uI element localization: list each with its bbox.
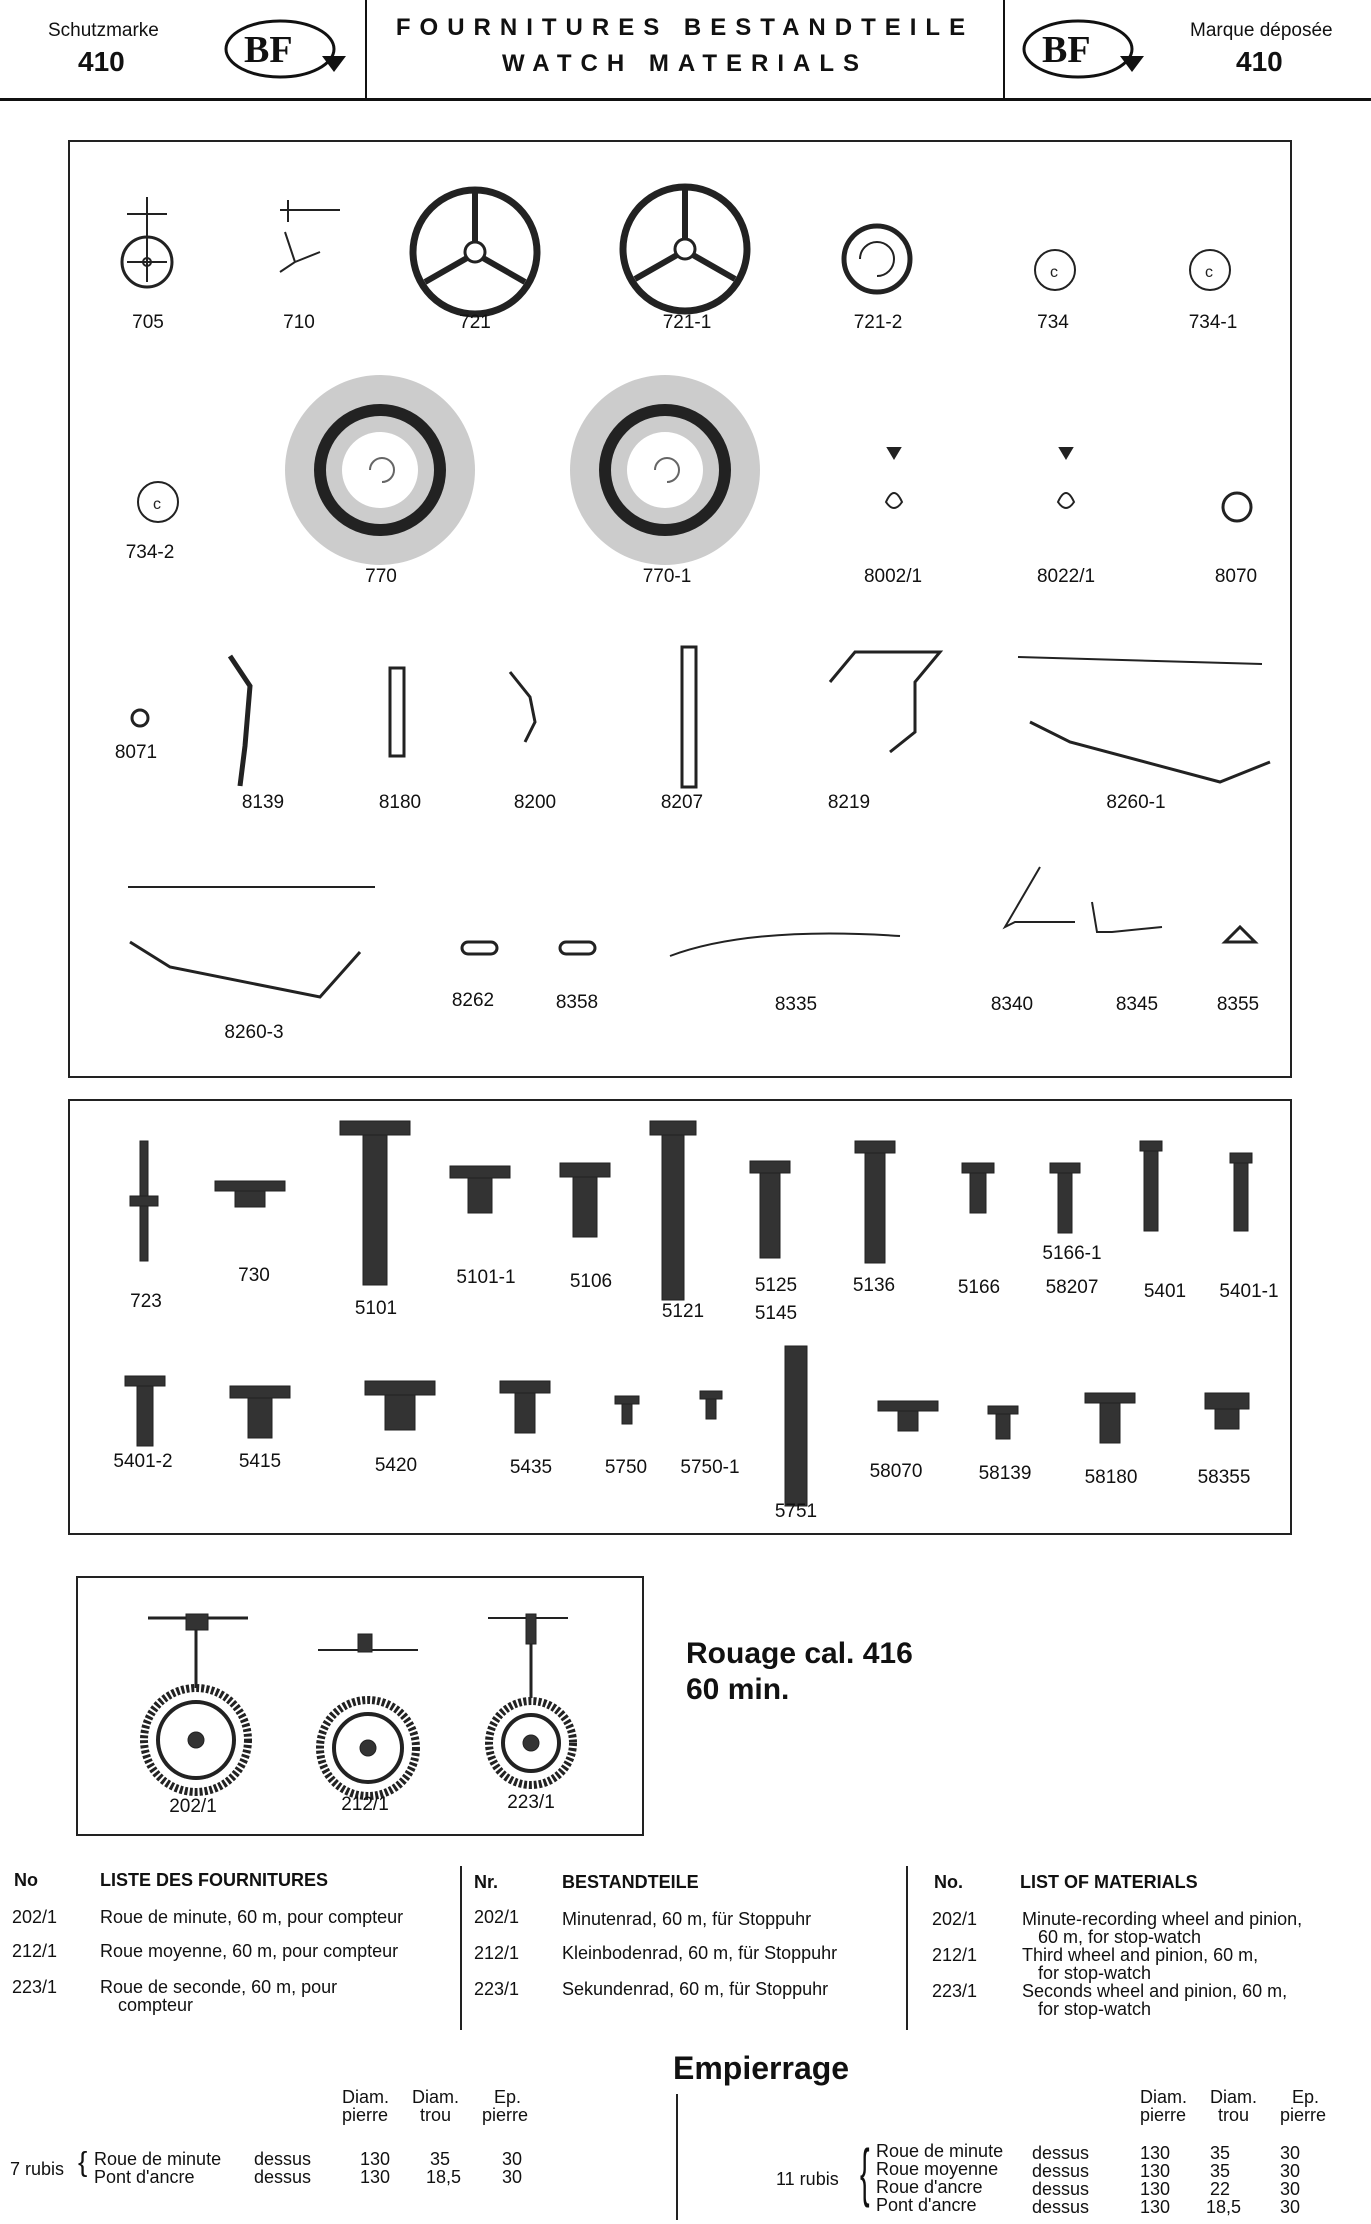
col1-header-no: No: [14, 1870, 38, 1890]
parts-panel-wheel-train: [76, 1576, 644, 1836]
col1-header-title: LISTE DES FOURNITURES: [100, 1870, 329, 1890]
jewel-row-dt: 22: [1210, 2179, 1231, 2199]
part-label: 5401: [1143, 1281, 1187, 1302]
jewel-row-dp: 130: [1140, 2179, 1171, 2199]
part-label: 5121: [661, 1301, 705, 1322]
jewel-row-name: Roue d'ancre: [876, 2177, 983, 2197]
header-thickness: pierre: [1280, 2105, 1327, 2125]
parts-panel-springs-levers: [68, 140, 1292, 1078]
table-row-text: 60 m, for stop-watch: [1038, 1927, 1202, 1947]
part-label: 5101: [354, 1298, 398, 1319]
part-label: 5166: [957, 1277, 1001, 1298]
jewel-row-ep: 30: [1280, 2161, 1301, 2181]
wheel-train-subtitle: 60 min.: [686, 1673, 790, 1706]
jewel-row-dt: 35: [1210, 2161, 1231, 2181]
brace: {: [78, 2146, 88, 2177]
part-label: 710: [283, 312, 315, 333]
jewel-row-name: Roue de minute: [876, 2141, 1004, 2161]
table-row-text: Roue de minute, 60 m, pour compteur: [100, 1907, 404, 1927]
header-thickness: pierre: [482, 2105, 529, 2125]
table-row-no: 223/1: [932, 1981, 978, 2001]
table-row-text: Roue moyenne, 60 m, pour compteur: [100, 1941, 399, 1961]
header-diam-hole: trou: [420, 2105, 452, 2125]
jewel-row-dp: 130: [1140, 2161, 1171, 2181]
part-label: 212/1: [341, 1794, 389, 1815]
svg-text:BF: BF: [1042, 29, 1091, 71]
header-diam-hole: Diam.: [412, 2087, 460, 2107]
jewel-row-ep: 30: [1280, 2143, 1301, 2163]
col3-header-title: LIST OF MATERIALS: [1020, 1872, 1198, 1892]
jewel-row-ep: 30: [502, 2149, 523, 2169]
table-row-no: 202/1: [12, 1907, 58, 1927]
part-label: 223/1: [507, 1792, 555, 1813]
jewel-row-dp: 130: [1140, 2143, 1171, 2163]
table-row-text: Minute-recording wheel and pinion,: [1022, 1909, 1303, 1929]
table-row-text: for stop-watch: [1038, 1963, 1152, 1983]
part-label: 8002/1: [863, 566, 923, 587]
part-label: 8070: [1214, 566, 1258, 587]
part-label: 5420: [374, 1455, 418, 1476]
bf-logo-left: [222, 14, 352, 84]
part-label: 5101-1: [456, 1267, 516, 1288]
table-row-text: Kleinbodenrad, 60 m, für Stoppuhr: [562, 1943, 838, 1963]
part-label: 8200: [513, 792, 557, 813]
part-label: 5125: [754, 1275, 798, 1296]
part-label: 5750-1: [680, 1457, 740, 1478]
part-label: 58355: [1197, 1467, 1251, 1488]
jewel-row-ep: 30: [1280, 2197, 1301, 2217]
jewel-row-pos: dessus: [254, 2149, 312, 2169]
part-label: 5750: [604, 1457, 648, 1478]
part-label: 734: [1037, 312, 1069, 333]
page-number-right: 410: [1236, 46, 1283, 77]
col3-header-no: No.: [934, 1872, 963, 1892]
header-diam-stone: pierre: [342, 2105, 389, 2125]
part-label: 8139: [241, 792, 285, 813]
part-label: 770: [365, 566, 397, 587]
table-row-no: 202/1: [474, 1907, 520, 1927]
part-label: 5166-1: [1042, 1243, 1102, 1264]
jewel-row-dt: 35: [430, 2149, 451, 2169]
part-label: 770-1: [642, 566, 692, 587]
jewel-count: 11 rubis: [776, 2169, 839, 2189]
part-label: 8262: [451, 990, 495, 1011]
svg-text:c: c: [153, 496, 161, 513]
part-label: 5435: [509, 1457, 553, 1478]
part-label: 730: [238, 1265, 270, 1286]
header-diam-hole: trou: [1218, 2105, 1250, 2125]
jewelling-title: Empierrage: [673, 2050, 850, 2086]
jewel-row-pos: dessus: [1032, 2179, 1090, 2199]
part-label: 5136: [852, 1275, 896, 1296]
table-row-no: 212/1: [12, 1941, 58, 1961]
jewel-row-name: Roue de minute: [94, 2149, 222, 2169]
jewel-row-dt: 18,5: [1206, 2197, 1242, 2217]
part-label: 721-2: [853, 312, 903, 333]
table-row-no: 202/1: [932, 1909, 978, 1929]
header-diam-stone: Diam.: [1140, 2087, 1188, 2107]
jewel-row-pos: dessus: [1032, 2197, 1090, 2217]
header-diam-stone: Diam.: [342, 2087, 390, 2107]
parts-panel-screws: [68, 1099, 1292, 1535]
part-label: 58070: [869, 1461, 923, 1482]
jewel-row-dp: 130: [360, 2167, 391, 2187]
jewel-row-dt: 35: [1210, 2143, 1231, 2163]
part-illustrations-row: [70, 142, 1294, 1080]
trademark-label-right: Marque déposée: [1190, 20, 1333, 41]
svg-text:c: c: [1205, 264, 1213, 281]
part-label: 8071: [114, 742, 158, 763]
part-label: 721-1: [662, 312, 712, 333]
part-label: 5401-2: [113, 1451, 173, 1472]
svg-text:c: c: [1050, 264, 1058, 281]
col2-header-no: Nr.: [474, 1872, 499, 1892]
jewel-row-dp: 130: [360, 2149, 391, 2169]
col2-header-title: BESTANDTEILE: [562, 1872, 699, 1892]
page-number-left: 410: [78, 46, 125, 77]
part-label: 8335: [774, 994, 818, 1015]
table-row-text: Seconds wheel and pinion, 60 m,: [1022, 1981, 1288, 2001]
jewel-count: 7 rubis: [10, 2159, 65, 2179]
header-title: FOURNITURES BESTANDTEILE WATCH MATERIALS: [395, 14, 975, 77]
header-thickness: Ep.: [1292, 2087, 1320, 2107]
jewel-row-ep: 30: [1280, 2179, 1301, 2199]
table-row-text: Third wheel and pinion, 60 m,: [1022, 1945, 1259, 1965]
jewel-row-name: Pont d'ancre: [876, 2195, 977, 2215]
table-row-no: 212/1: [474, 1943, 520, 1963]
part-label: 202/1: [169, 1796, 217, 1817]
jewel-row-ep: 30: [502, 2167, 523, 2187]
part-label: 8345: [1115, 994, 1159, 1015]
table-row-text: Minutenrad, 60 m, für Stoppuhr: [562, 1909, 812, 1929]
table-row-text: Sekundenrad, 60 m, für Stoppuhr: [562, 1979, 829, 1999]
part-label: 58139: [978, 1463, 1032, 1484]
part-label: 5401-1: [1219, 1281, 1279, 1302]
header-diam-stone: pierre: [1140, 2105, 1187, 2125]
jewel-row-dt: 18,5: [426, 2167, 462, 2187]
table-row-text: for stop-watch: [1038, 1999, 1152, 2019]
part-label: 723: [130, 1291, 162, 1312]
part-label: 8358: [555, 992, 599, 1013]
trademark-label-left: Schutzmarke: [48, 20, 159, 41]
header-diam-hole: Diam.: [1210, 2087, 1258, 2107]
part-label: 8180: [378, 792, 422, 813]
bf-logo-right: [1020, 14, 1150, 84]
part-label: 8207: [660, 792, 704, 813]
part-label: 58207: [1045, 1277, 1099, 1298]
part-label: 734-1: [1188, 312, 1238, 333]
jewel-row-pos: dessus: [1032, 2161, 1090, 2181]
table-row-no: 223/1: [474, 1979, 520, 1999]
table-row-text: compteur: [118, 1995, 194, 2015]
part-label: 5145: [754, 1303, 798, 1324]
part-label: 8022/1: [1036, 566, 1096, 587]
svg-text:BF: BF: [244, 29, 293, 71]
table-row-no: 212/1: [932, 1945, 978, 1965]
jewel-row-name: Roue moyenne: [876, 2159, 999, 2179]
part-label: 721: [459, 312, 491, 333]
part-label: 58180: [1084, 1467, 1138, 1488]
table-row-no: 223/1: [12, 1977, 58, 1997]
jewel-row-pos: dessus: [1032, 2143, 1090, 2163]
part-label: 5415: [238, 1451, 282, 1472]
brace: {: [860, 2136, 870, 2208]
jewel-row-pos: dessus: [254, 2167, 312, 2187]
jewel-row-dp: 130: [1140, 2197, 1171, 2217]
part-label: 8219: [827, 792, 871, 813]
part-label: 8355: [1216, 994, 1260, 1015]
part-label: 8260-3: [224, 1022, 284, 1043]
part-label: 5751: [774, 1501, 818, 1522]
header-thickness: Ep.: [494, 2087, 522, 2107]
part-label: 705: [132, 312, 164, 333]
part-label: 8340: [990, 994, 1034, 1015]
part-label: 8260-1: [1106, 792, 1166, 813]
wheel-train-title: Rouage cal. 416: [686, 1637, 913, 1670]
part-label: 5106: [569, 1271, 613, 1292]
table-row-text: Roue de seconde, 60 m, pour: [100, 1977, 338, 1997]
jewel-row-name: Pont d'ancre: [94, 2167, 195, 2187]
part-label: 734-2: [125, 542, 175, 563]
